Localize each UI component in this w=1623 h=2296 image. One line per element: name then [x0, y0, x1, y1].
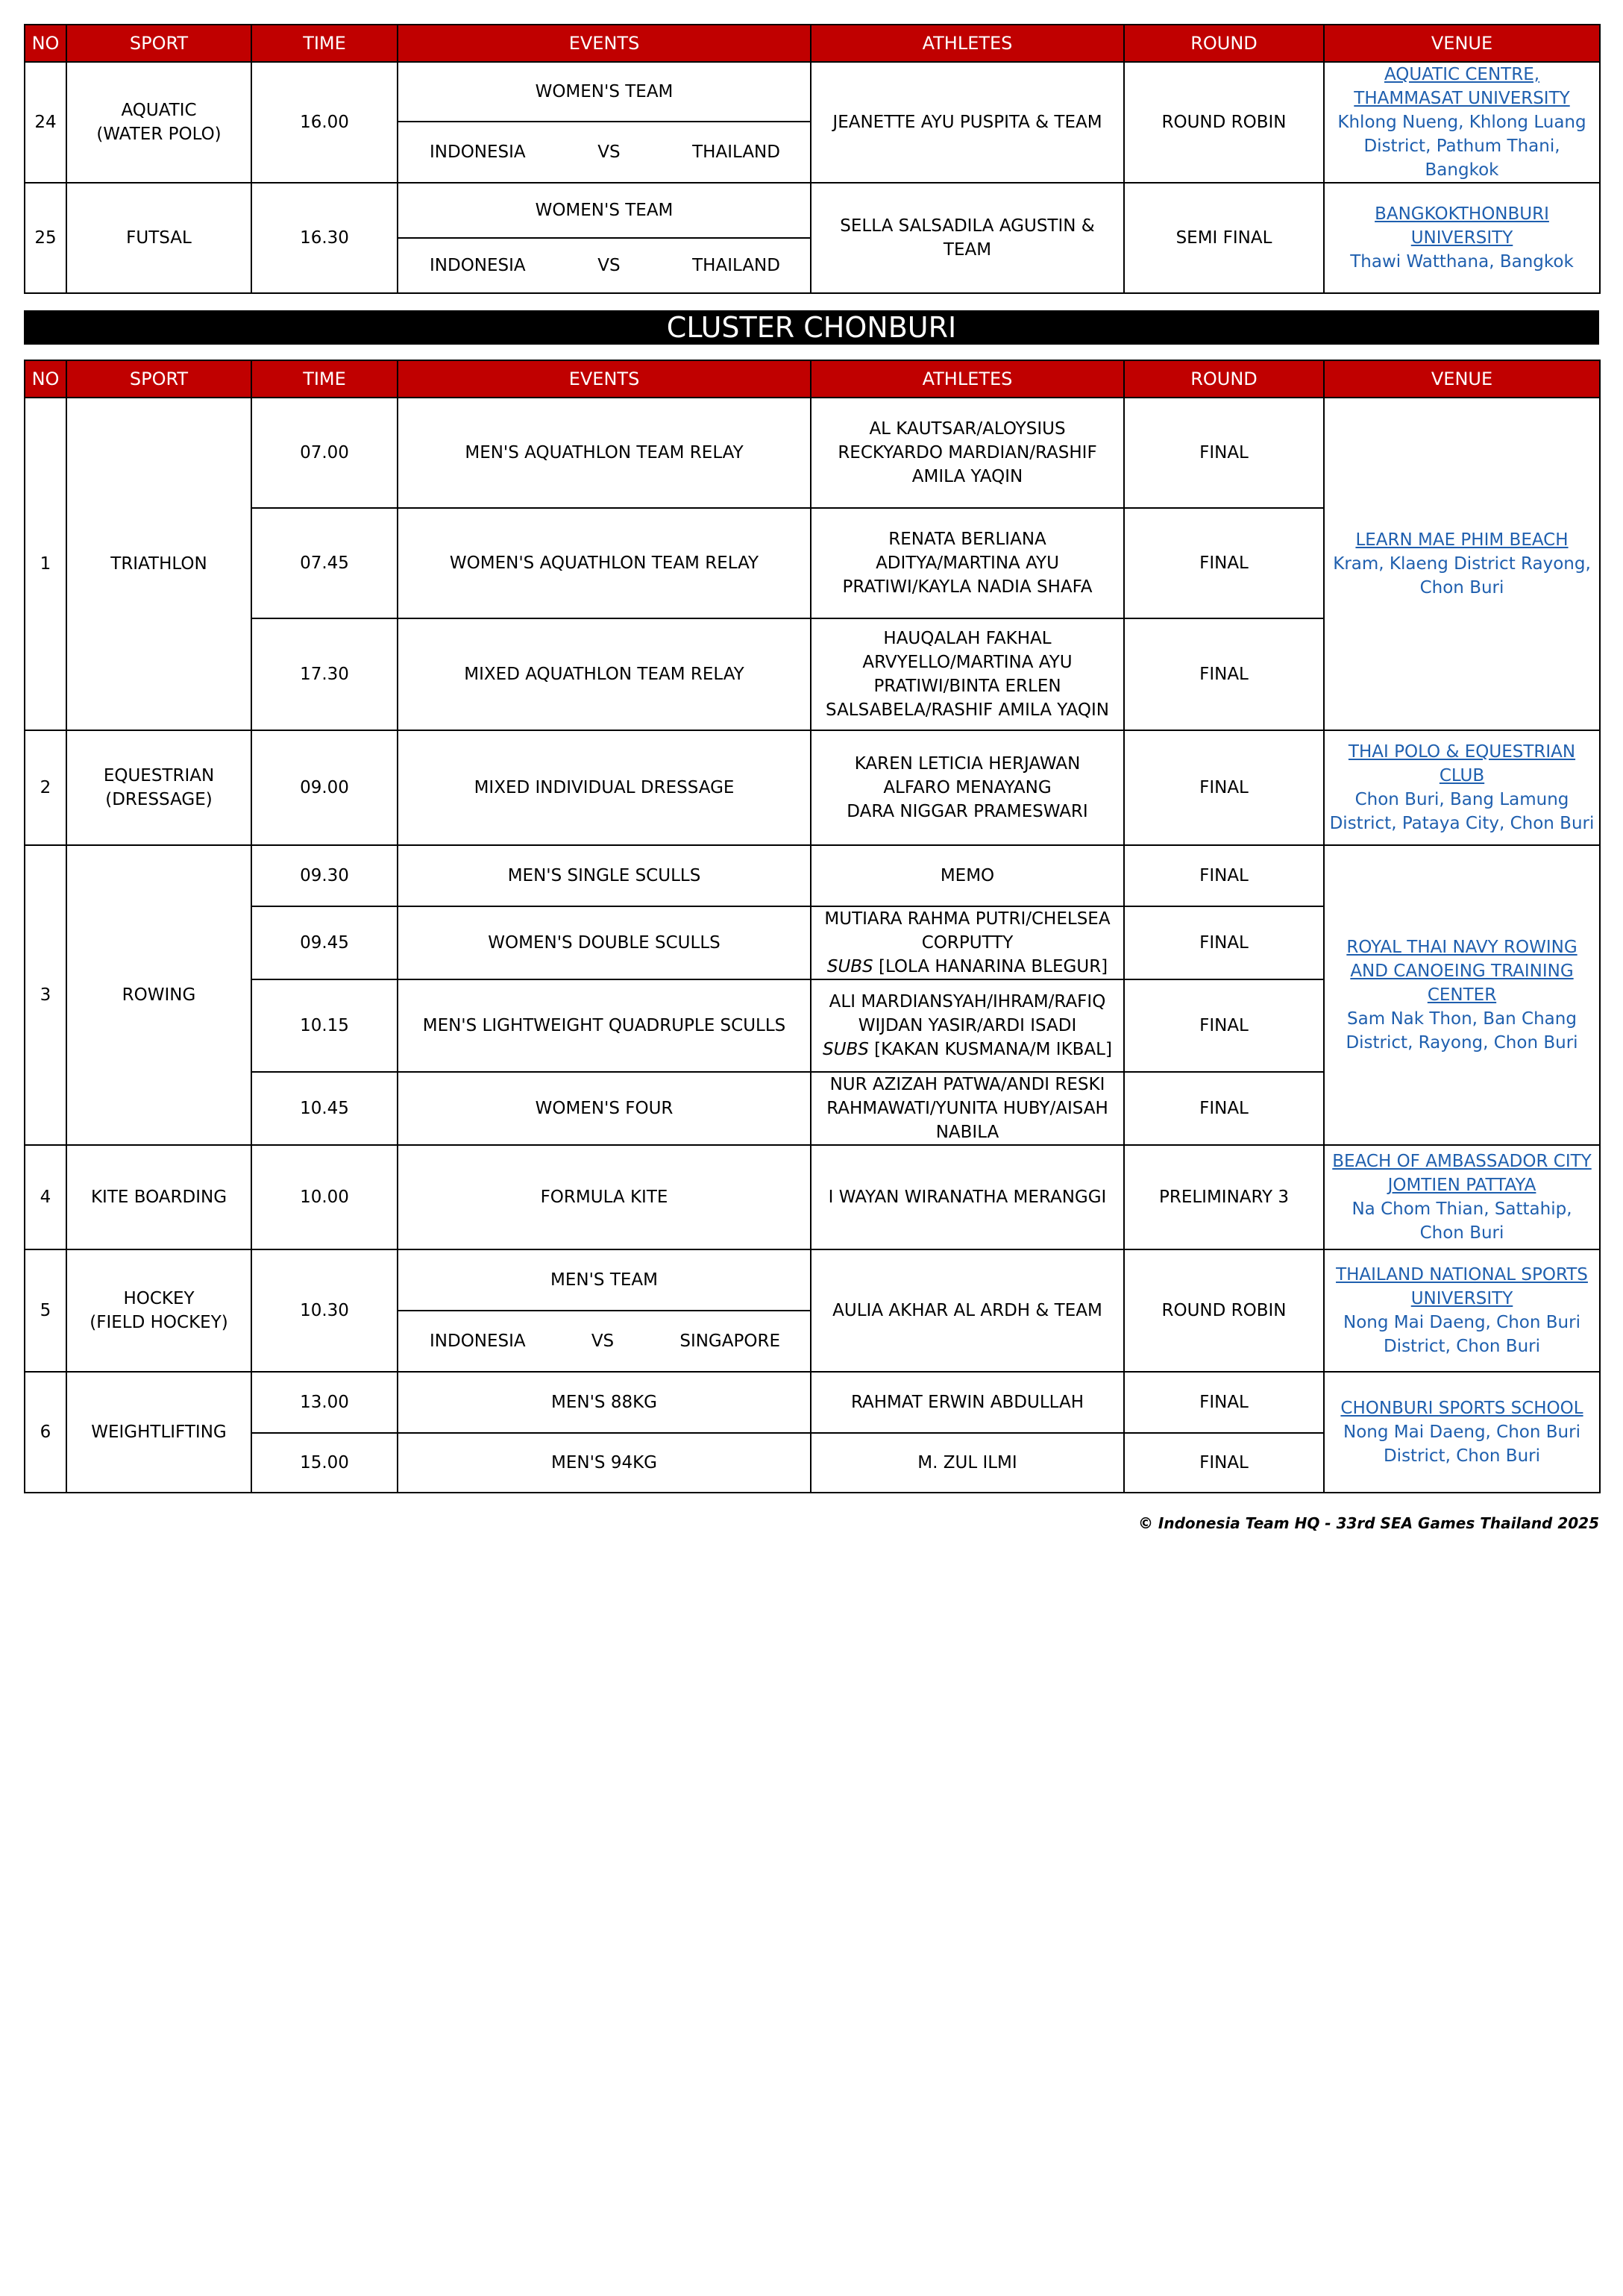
header-row	[25, 360, 1600, 398]
header-sport: SPORT	[66, 360, 251, 398]
row-sport: ROWING	[66, 845, 251, 1145]
cluster-banner: CLUSTER CHONBURI	[24, 310, 1599, 345]
row-venue	[1324, 62, 1600, 183]
row-venue	[1324, 183, 1600, 293]
athlete-names: ALI MARDIANSYAH/IHRAM/RAFIQ WIJDAN YASIR/ARDI ISADI	[829, 992, 1106, 1035]
row-event: MEN'S 94KG	[398, 1433, 811, 1493]
copyright-footer: © Indonesia Team HQ - 33rd SEA Games Thailand 2025	[1137, 1514, 1599, 1532]
venue-address: Khlong Nueng, Khlong Luang District, Pathum Thani, Bangkok	[1337, 113, 1586, 180]
row-round: FINAL	[1124, 1372, 1324, 1433]
row-round: ROUND ROBIN	[1124, 1249, 1324, 1372]
subs-label: SUBS	[826, 957, 873, 976]
row-event: FORMULA KITE	[398, 1145, 811, 1249]
event-matchup	[398, 1311, 811, 1372]
venue-link[interactable]: THAILAND NATIONAL SPORTS UNIVERSITY	[1336, 1265, 1588, 1308]
row-round: FINAL	[1124, 730, 1324, 845]
row-athletes	[811, 906, 1124, 979]
team-a: INDONESIA	[430, 1332, 526, 1351]
row-no: 2	[25, 730, 66, 845]
row-round: FINAL	[1124, 845, 1324, 906]
venue-address: Thawi Watthana, Bangkok	[1350, 252, 1574, 272]
header-sport: SPORT	[66, 25, 251, 62]
header-events: EVENTS	[398, 360, 811, 398]
header-venue: VENUE	[1324, 360, 1600, 398]
venue-address: Nong Mai Daeng, Chon Buri District, Chon Buri	[1343, 1313, 1580, 1356]
table-row	[25, 183, 1600, 238]
row-athletes: AULIA AKHAR AL ARDH & TEAM	[811, 1249, 1124, 1372]
event-matchup	[398, 122, 811, 183]
row-no: 1	[25, 398, 66, 730]
table-row	[25, 62, 1600, 122]
row-sport: KITE BOARDING	[66, 1145, 251, 1249]
row-time: 09.45	[251, 906, 398, 979]
row-event: MIXED AQUATHLON TEAM RELAY	[398, 618, 811, 730]
subs-label: SUBS	[823, 1040, 869, 1059]
row-athletes: JEANETTE AYU PUSPITA & TEAM	[811, 62, 1124, 183]
row-event: MEN'S AQUATHLON TEAM RELAY	[398, 398, 811, 508]
event-matchup	[398, 238, 811, 293]
row-no: 5	[25, 1249, 66, 1372]
row-athletes: AL KAUTSAR/ALOYSIUS RECKYARDO MARDIAN/RASHIF AMILA YAQIN	[811, 398, 1124, 508]
row-event: WOMEN'S FOUR	[398, 1072, 811, 1145]
team-a: INDONESIA	[430, 142, 526, 162]
event-title: WOMEN'S TEAM	[398, 62, 811, 122]
header-round: ROUND	[1124, 360, 1324, 398]
schedule-table-chonburi	[24, 360, 1601, 1493]
venue-address: Nong Mai Daeng, Chon Buri District, Chon Buri	[1343, 1423, 1580, 1466]
subs-names: [LOLA HANARINA BLEGUR]	[878, 957, 1108, 976]
row-round: FINAL	[1124, 618, 1324, 730]
row-athletes: MEMO	[811, 845, 1124, 906]
row-round: SEMI FINAL	[1124, 183, 1324, 293]
vs-label: VS	[591, 1332, 615, 1351]
row-time: 16.30	[251, 183, 398, 293]
table-row	[25, 1372, 1600, 1433]
venue-link[interactable]: LEARN MAE PHIM BEACH	[1355, 530, 1569, 550]
row-time: 16.00	[251, 62, 398, 183]
event-title: MEN'S TEAM	[398, 1249, 811, 1311]
row-athletes	[811, 730, 1124, 845]
row-event: MEN'S LIGHTWEIGHT QUADRUPLE SCULLS	[398, 979, 811, 1072]
table-row	[25, 845, 1600, 906]
row-round: ROUND ROBIN	[1124, 62, 1324, 183]
table-row	[25, 730, 1600, 845]
row-athletes: SELLA SALSADILA AGUSTIN & TEAM	[811, 183, 1124, 293]
row-time: 07.45	[251, 508, 398, 618]
row-event: MEN'S SINGLE SCULLS	[398, 845, 811, 906]
row-venue	[1324, 730, 1600, 845]
row-time: 09.00	[251, 730, 398, 845]
subs-names: [KAKAN KUSMANA/M IKBAL]	[874, 1040, 1112, 1059]
row-athletes: I WAYAN WIRANATHA MERANGGI	[811, 1145, 1124, 1249]
row-round: FINAL	[1124, 1072, 1324, 1145]
header-time: TIME	[251, 360, 398, 398]
vs-label: VS	[597, 142, 621, 162]
sport-line: (WATER POLO)	[96, 125, 222, 144]
sport-line: EQUESTRIAN	[103, 766, 215, 785]
row-venue	[1324, 845, 1600, 1145]
venue-address: Na Chom Thian, Sattahip, Chon Buri	[1352, 1199, 1572, 1243]
team-b: THAILAND	[692, 142, 780, 162]
row-athletes: M. ZUL ILMI	[811, 1433, 1124, 1493]
row-athletes: HAUQALAH FAKHAL ARVYELLO/MARTINA AYU PRATIWI/BINTA ERLEN SALSABELA/RASHIF AMILA YAQIN	[811, 618, 1124, 730]
subs-line	[814, 955, 1120, 979]
row-athletes: NUR AZIZAH PATWA/ANDI RESKI RAHMAWATI/YUNITA HUBY/AISAH NABILA	[811, 1072, 1124, 1145]
row-sport	[66, 62, 251, 183]
venue-link[interactable]: THAI POLO & EQUESTRIAN CLUB	[1348, 742, 1576, 785]
row-time: 07.00	[251, 398, 398, 508]
row-sport	[66, 730, 251, 845]
schedule-table-top	[24, 24, 1601, 294]
row-round: FINAL	[1124, 1433, 1324, 1493]
row-time: 10.00	[251, 1145, 398, 1249]
row-time: 10.30	[251, 1249, 398, 1372]
header-round: ROUND	[1124, 25, 1324, 62]
athlete-line: KAREN LETICIA HERJAWAN	[854, 754, 1081, 774]
header-no: NO	[25, 360, 66, 398]
row-time: 13.00	[251, 1372, 398, 1433]
sport-line: (DRESSAGE)	[105, 790, 213, 809]
venue-link[interactable]: CHONBURI SPORTS SCHOOL	[1340, 1399, 1583, 1418]
event-title: WOMEN'S TEAM	[398, 183, 811, 238]
venue-link[interactable]: BANGKOKTHONBURI UNIVERSITY	[1375, 204, 1549, 248]
team-a: INDONESIA	[430, 256, 526, 275]
row-athletes: RAHMAT ERWIN ABDULLAH	[811, 1372, 1124, 1433]
sport-line: HOCKEY	[123, 1289, 195, 1308]
row-sport: TRIATHLON	[66, 398, 251, 730]
header-venue: VENUE	[1324, 25, 1600, 62]
venue-link[interactable]: BEACH OF AMBASSADOR CITY JOMTIEN PATTAYA	[1332, 1152, 1592, 1195]
team-b: SINGAPORE	[679, 1332, 780, 1351]
row-no: 4	[25, 1145, 66, 1249]
row-sport: FUTSAL	[66, 183, 251, 293]
row-event: WOMEN'S AQUATHLON TEAM RELAY	[398, 508, 811, 618]
header-no: NO	[25, 25, 66, 62]
athlete-names: MUTIARA RAHMA PUTRI/CHELSEA CORPUTTY	[824, 909, 1111, 953]
venue-address: Kram, Klaeng District Rayong, Chon Buri	[1333, 554, 1591, 597]
row-no: 25	[25, 183, 66, 293]
row-venue	[1324, 1145, 1600, 1249]
header-time: TIME	[251, 25, 398, 62]
table-row	[25, 1249, 1600, 1311]
athlete-line: DARA NIGGAR PRAMESWARI	[847, 802, 1088, 821]
row-no: 3	[25, 845, 66, 1145]
row-round: FINAL	[1124, 979, 1324, 1072]
vs-label: VS	[597, 256, 621, 275]
row-venue	[1324, 1249, 1600, 1372]
row-time: 09.30	[251, 845, 398, 906]
athlete-line: ALFARO MENAYANG	[883, 778, 1052, 797]
row-venue	[1324, 1372, 1600, 1493]
header-row	[25, 25, 1600, 62]
header-athletes: ATHLETES	[811, 360, 1124, 398]
row-round: FINAL	[1124, 906, 1324, 979]
row-no: 6	[25, 1372, 66, 1493]
row-athletes	[811, 979, 1124, 1072]
sport-line: AQUATIC	[121, 101, 197, 120]
subs-line	[814, 1038, 1120, 1061]
table-row	[25, 1145, 1600, 1249]
sport-line: (FIELD HOCKEY)	[90, 1313, 228, 1332]
row-round: FINAL	[1124, 398, 1324, 508]
row-event: MEN'S 88KG	[398, 1372, 811, 1433]
venue-address: Chon Buri, Bang Lamung District, Pataya City, Chon Buri	[1329, 790, 1595, 833]
row-time: 10.15	[251, 979, 398, 1072]
row-venue	[1324, 398, 1600, 730]
row-athletes: RENATA BERLIANA ADITYA/MARTINA AYU PRATIWI/KAYLA NADIA SHAFA	[811, 508, 1124, 618]
venue-address: Sam Nak Thon, Ban Chang District, Rayong, Chon Buri	[1346, 1009, 1578, 1053]
row-event: MIXED INDIVIDUAL DRESSAGE	[398, 730, 811, 845]
row-sport	[66, 1249, 251, 1372]
row-round: FINAL	[1124, 508, 1324, 618]
header-events: EVENTS	[398, 25, 811, 62]
row-time: 10.45	[251, 1072, 398, 1145]
row-time: 17.30	[251, 618, 398, 730]
row-time: 15.00	[251, 1433, 398, 1493]
venue-link[interactable]: AQUATIC CENTRE, THAMMASAT UNIVERSITY	[1354, 65, 1570, 108]
row-event: WOMEN'S DOUBLE SCULLS	[398, 906, 811, 979]
row-no: 24	[25, 62, 66, 183]
header-athletes: ATHLETES	[811, 25, 1124, 62]
venue-link[interactable]: ROYAL THAI NAVY ROWING AND CANOEING TRAINING CENTER	[1346, 938, 1578, 1005]
row-sport: WEIGHTLIFTING	[66, 1372, 251, 1493]
team-b: THAILAND	[692, 256, 780, 275]
table-row	[25, 398, 1600, 508]
row-round: PRELIMINARY 3	[1124, 1145, 1324, 1249]
